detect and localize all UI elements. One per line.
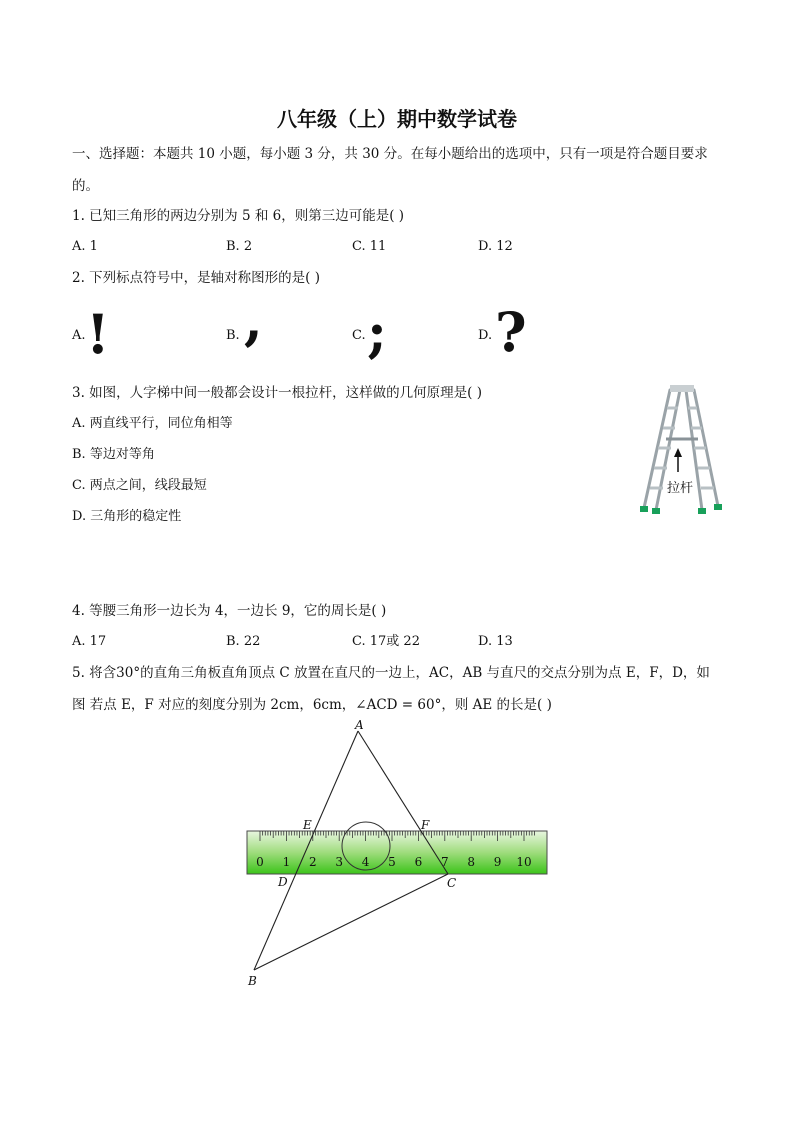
semicolon-symbol: ; (367, 300, 387, 364)
section-instructions-line2: 的。 (72, 178, 99, 194)
ladder-figure (636, 384, 726, 518)
question-3-option-c[interactable]: C. 两点之间，线段最短 (72, 478, 207, 493)
question-1-option-d[interactable]: D. 12 (478, 239, 513, 254)
question-4-option-c[interactable]: C. 17或 22 (352, 634, 420, 649)
ruler-number: 2 (308, 855, 317, 869)
page-title: 八年级（上）期中数学试卷 (277, 107, 517, 131)
point-a-label: A (355, 718, 364, 732)
question-4-stem: 4. 等腰三角形一边长为 4，一边长 9，它的周长是( ) (72, 603, 387, 619)
question-2-stem: 2. 下列标点符号中，是轴对称图形的是( ) (72, 270, 320, 286)
question-4-option-d[interactable]: D. 13 (478, 634, 513, 649)
ruler-number: 1 (282, 855, 291, 869)
question-5-stem-line1: 5. 将含30°的直角三角板直角顶点 C 放置在直尺的一边上，AC，AB 与直尺的交点分别为点 E，F，D，如 (72, 665, 710, 681)
question-3-option-d[interactable]: D. 三角形的稳定性 (72, 509, 182, 524)
point-c-label: C (447, 876, 457, 890)
point-e-label: E (303, 818, 312, 832)
ruler (247, 831, 547, 874)
question-2-option-b[interactable]: B. (226, 328, 240, 343)
ruler-number: 9 (493, 855, 502, 869)
exclamation-mark-symbol: ! (86, 302, 110, 366)
ruler-number: 3 (335, 855, 344, 869)
question-3-option-b[interactable]: B. 等边对等角 (72, 447, 155, 462)
question-2-option-c[interactable]: C. (352, 328, 366, 343)
triangle-ruler-figure (230, 718, 570, 998)
section-heading (72, 144, 708, 164)
question-2-option-d[interactable]: D. (478, 328, 493, 343)
ruler-number: 6 (414, 855, 423, 869)
point-d-label: D (278, 875, 288, 889)
point-b-label: B (248, 974, 257, 988)
question-1-option-b[interactable]: B. 2 (226, 239, 253, 254)
ruler-number: 4 (361, 855, 370, 869)
section-instructions-line1: 一、选择题：本题共 10 小题，每小题 3 分，共 30 分。在每小题给出的选项中，只有一项是符合题目要求 (72, 146, 708, 162)
question-mark-symbol: ? (495, 300, 527, 364)
question-3-stem: 3. 如图，人字梯中间一般都会设计一根拉杆，这样做的几何原理是( ) (72, 385, 482, 401)
question-4-option-a[interactable]: A. 17 (72, 634, 107, 649)
ruler-number: 0 (256, 855, 264, 869)
question-2-option-a[interactable]: A. (72, 328, 86, 343)
point-f-label: F (421, 818, 430, 832)
ladder-label: 拉杆 (666, 481, 694, 496)
comma-symbol: , (244, 288, 263, 352)
ruler-number: 8 (467, 855, 476, 869)
question-3-option-a[interactable]: A. 两直线平行，同位角相等 (72, 416, 233, 431)
ruler-number: 5 (388, 855, 396, 869)
question-1-option-a[interactable]: A. 1 (72, 239, 98, 254)
ruler-number: 7 (440, 855, 449, 869)
question-5-stem-line2: 图 若点 E，F 对应的刻度分别为 2cm，6cm，∠ACD = 60°，则 AE 的长是( ) (72, 697, 552, 713)
question-4-option-b[interactable]: B. 22 (226, 634, 261, 649)
ruler-number: 10 (516, 855, 532, 869)
question-1-stem: 1. 已知三角形的两边分别为 5 和 6，则第三边可能是( ) (72, 208, 405, 224)
question-1-option-c[interactable]: C. 11 (352, 239, 387, 254)
